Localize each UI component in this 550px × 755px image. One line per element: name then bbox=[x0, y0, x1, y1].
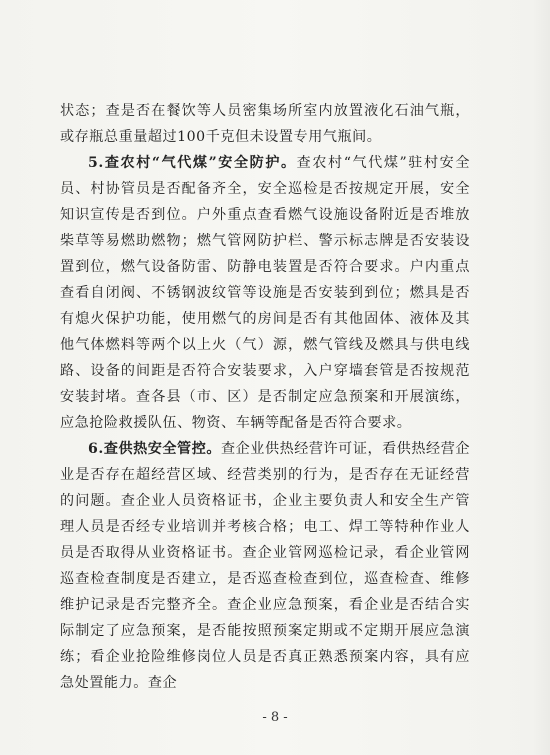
paragraph-continued bbox=[60, 98, 470, 150]
section-heading-heating: 6.查供热安全管控。 bbox=[88, 441, 221, 457]
paragraph-text: 查企业供热经营许可证，看供热经营企业是否存在超经营区域、经营类别的行为，是否存在无证经营的问题。查企业人员资格证书，企业主要负责人和安全生产管理人员是否经专业培训并考核合格；电工、焊工等特种作业人员是否取得从业资格证书。查企业管网巡检记录，看企业管网巡查检查制度是否建立，是否巡查检查到位，巡查检查、维修维护记录是否完整齐全。查企业应急预案，看企业是否结合实际制定了应急预案，是否能按照预案定期或不定期开展应急演练；看企业抢险维修岗位人员是否真正熟悉预案内容，具有应急处置能力。查企 bbox=[60, 441, 470, 691]
paragraph-heating bbox=[60, 436, 470, 696]
page-number: - 8 - bbox=[262, 710, 288, 725]
paragraph-text: 状态；查是否在餐饮等人员密集场所室内放置液化石油气瓶，或存瓶总重量超过100千克但未设置专用气瓶间。 bbox=[60, 103, 470, 145]
paragraph-rural-gas bbox=[60, 150, 470, 436]
section-heading-rural-gas: 5.查农村“气代煤”安全防护。 bbox=[88, 155, 297, 171]
page-edge-shadow bbox=[532, 0, 550, 755]
document-body bbox=[60, 98, 470, 696]
paragraph-text: 查农村“气代煤”驻村安全员、村协管员是否配备齐全，安全巡检是否按规定开展，安全知识宣传是否到位。户外重点查看燃气设施设备附近是否堆放柴草等易燃助燃物；燃气管网防护栏、警示标志牌是否安装设置到位，燃气设备防雷、防静电装置是否符合要求。户内重点查看自闭阀、不锈钢波纹管等设施是否安装到到位；燃具是否有熄火保护功能，使用燃气的房间是否有其他固体、液体及其他气体燃料等两个以上火（气）源，燃气管线及燃具与供电线路、设备的间距是否符合安装要求，入户穿墙套管是否按规范安装封堵。查各县（市、区）是否制定应急预案和开展演练，应急抢险救援队伍、物资、车辆等配备是否符合要求。 bbox=[60, 155, 470, 431]
